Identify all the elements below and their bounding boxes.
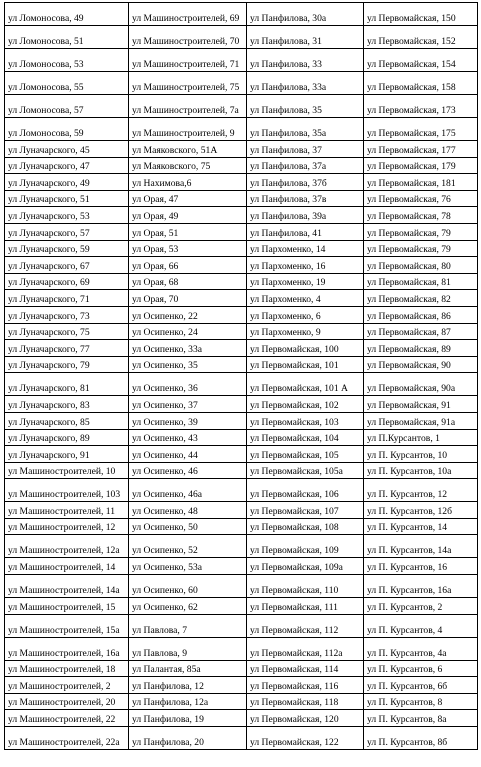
address-cell: ул Палантая, 85а xyxy=(129,660,247,677)
address-cell: ул Маяковского, 51А xyxy=(129,141,247,158)
address-cell: ул Осипенко, 39 xyxy=(129,412,247,429)
table-row xyxy=(5,118,478,141)
address-cell: ул Луначарского, 73 xyxy=(5,306,129,323)
address-cell: ул Панфилова, 35а xyxy=(247,118,364,141)
address-cell: ул Машиностроителей, 11 xyxy=(5,502,129,519)
address-cell: ул Осипенко, 52 xyxy=(129,535,247,558)
address-cell: ул Машиностроителей, 14 xyxy=(5,558,129,575)
address-cell: ул Машиностроителей, 10 xyxy=(5,462,129,479)
address-cell: ул Первомайская, 112 xyxy=(247,614,364,637)
address-cell: ул Машиностроителей, 71 xyxy=(129,49,247,72)
address-cell: ул Ломоносова, 51 xyxy=(5,26,129,49)
address-cell: ул Панфилова, 12а xyxy=(129,693,247,710)
address-cell: ул Орая, 49 xyxy=(129,207,247,224)
address-cell: ул Первомайская, 102 xyxy=(247,396,364,413)
address-cell: ул Пархоменко, 16 xyxy=(247,257,364,274)
address-cell: ул Первомайская, 179 xyxy=(364,157,478,174)
address-cell: ул Осипенко, 46 xyxy=(129,462,247,479)
address-cell: ул Ломоносова, 49 xyxy=(5,3,129,26)
table-row xyxy=(5,502,478,519)
address-cell: ул Первомайская, 150 xyxy=(364,3,478,26)
address-cell: ул П. Курсантов, 10 xyxy=(364,446,478,463)
address-cell: ул Панфилова, 12 xyxy=(129,677,247,694)
address-cell: ул П.Курсантов, 1 xyxy=(364,429,478,446)
address-cell: ул Орая, 47 xyxy=(129,190,247,207)
address-cell: ул Луначарского, 53 xyxy=(5,207,129,224)
table-row xyxy=(5,518,478,535)
address-cell: ул Первомайская, 81 xyxy=(364,273,478,290)
address-cell: ул Машиностроителей, 2 xyxy=(5,677,129,694)
table-row xyxy=(5,207,478,224)
address-cell: ул Первомайская, 111 xyxy=(247,598,364,615)
address-cell: ул Панфилова, 19 xyxy=(129,710,247,727)
table-row xyxy=(5,462,478,479)
table-row xyxy=(5,558,478,575)
address-cell: ул Луначарского, 83 xyxy=(5,396,129,413)
address-cell: ул Луначарского, 51 xyxy=(5,190,129,207)
address-cell: ул Первомайская, 105 xyxy=(247,446,364,463)
table-row xyxy=(5,356,478,373)
address-cell: ул Луначарского, 85 xyxy=(5,412,129,429)
address-cell: ул Панфилова, 31 xyxy=(247,26,364,49)
table-row xyxy=(5,95,478,118)
address-cell: ул Первомайская, 80 xyxy=(364,257,478,274)
address-cell: ул Первомайская, 152 xyxy=(364,26,478,49)
table-row xyxy=(5,614,478,637)
address-cell: ул Осипенко, 53а xyxy=(129,558,247,575)
address-cell: ул Первомайская, 107 xyxy=(247,502,364,519)
address-cell: ул Машиностроителей, 69 xyxy=(129,3,247,26)
address-cell: ул Осипенко, 50 xyxy=(129,518,247,535)
table-row xyxy=(5,637,478,660)
address-cell: ул Луначарского, 59 xyxy=(5,240,129,257)
table-row xyxy=(5,693,478,710)
address-cell: ул П. Курсантов, 14а xyxy=(364,535,478,558)
address-cell: ул Машиностроителей, 20 xyxy=(5,693,129,710)
address-cell: ул Осипенко, 37 xyxy=(129,396,247,413)
address-cell: ул Панфилова, 33а xyxy=(247,72,364,95)
address-cell: ул Первомайская, 91а xyxy=(364,412,478,429)
address-cell: ул Пархоменко, 6 xyxy=(247,306,364,323)
address-cell: ул Первомайская, 78 xyxy=(364,207,478,224)
address-cell: ул Машиностроителей, 15а xyxy=(5,614,129,637)
address-cell: ул Первомайская, 103 xyxy=(247,412,364,429)
address-cell: ул Маяковского, 75 xyxy=(129,157,247,174)
address-cell: ул Первомайская, 110 xyxy=(247,575,364,598)
address-cell: ул Машиностроителей, 7а xyxy=(129,95,247,118)
address-cell: ул Первомайская, 122 xyxy=(247,727,364,750)
table-row xyxy=(5,72,478,95)
address-cell: ул Пархоменко, 4 xyxy=(247,290,364,307)
address-cell: ул Ломоносова, 53 xyxy=(5,49,129,72)
table-row xyxy=(5,141,478,158)
address-cell: ул Луначарского, 91 xyxy=(5,446,129,463)
address-cell: ул Машиностроителей, 75 xyxy=(129,72,247,95)
address-cell: ул Первомайская, 108 xyxy=(247,518,364,535)
table-row xyxy=(5,26,478,49)
address-cell: ул П. Курсантов, 4 xyxy=(364,614,478,637)
address-cell: ул Орая, 53 xyxy=(129,240,247,257)
table-row xyxy=(5,273,478,290)
address-cell: ул Осипенко, 62 xyxy=(129,598,247,615)
address-cell: ул П. Курсантов, 8б xyxy=(364,727,478,750)
address-cell: ул Осипенко, 35 xyxy=(129,356,247,373)
table-row xyxy=(5,49,478,72)
address-cell: ул Павлова, 9 xyxy=(129,637,247,660)
address-cell: ул Луначарского, 75 xyxy=(5,323,129,340)
address-cell: ул П. Курсантов, 12 xyxy=(364,479,478,502)
address-cell: ул Первомайская, 104 xyxy=(247,429,364,446)
address-cell: ул Ломоносова, 57 xyxy=(5,95,129,118)
address-cell: ул П. Курсантов, 2 xyxy=(364,598,478,615)
address-cell: ул Осипенко, 44 xyxy=(129,446,247,463)
address-cell: ул П. Курсантов, 16а xyxy=(364,575,478,598)
table-row xyxy=(5,446,478,463)
address-cell: ул Луначарского, 71 xyxy=(5,290,129,307)
address-cell: ул Осипенко, 22 xyxy=(129,306,247,323)
address-cell: ул Машиностроителей, 103 xyxy=(5,479,129,502)
table-row xyxy=(5,412,478,429)
address-cell: ул Луначарского, 79 xyxy=(5,356,129,373)
address-cell: ул Первомайская, 109а xyxy=(247,558,364,575)
table-row xyxy=(5,240,478,257)
address-cell: ул Осипенко, 46а xyxy=(129,479,247,502)
address-cell: ул Пархоменко, 19 xyxy=(247,273,364,290)
table-row xyxy=(5,677,478,694)
address-cell: ул Луначарского, 77 xyxy=(5,340,129,357)
address-cell: ул Машиностроителей, 16а xyxy=(5,637,129,660)
address-cell: ул Панфилова, 37а xyxy=(247,157,364,174)
address-cell: ул Панфилова, 37в xyxy=(247,190,364,207)
table-row xyxy=(5,660,478,677)
address-cell: ул Первомайская, 100 xyxy=(247,340,364,357)
table-row xyxy=(5,323,478,340)
address-cell: ул Орая, 70 xyxy=(129,290,247,307)
address-cell: ул Первомайская, 76 xyxy=(364,190,478,207)
address-cell: ул Пархоменко, 9 xyxy=(247,323,364,340)
table-row xyxy=(5,223,478,240)
address-cell: ул Ломоносова, 55 xyxy=(5,72,129,95)
address-cell: ул Луначарского, 45 xyxy=(5,141,129,158)
address-cell: ул Первомайская, 90 xyxy=(364,356,478,373)
address-cell: ул Машиностроителей, 15 xyxy=(5,598,129,615)
address-cell: ул Первомайская, 106 xyxy=(247,479,364,502)
address-table-body xyxy=(5,3,478,750)
address-cell: ул Павлова, 7 xyxy=(129,614,247,637)
address-cell: ул Луначарского, 81 xyxy=(5,373,129,396)
address-cell: ул Первомайская, 105а xyxy=(247,462,364,479)
address-cell: ул Осипенко, 43 xyxy=(129,429,247,446)
address-cell: ул Пархоменко, 14 xyxy=(247,240,364,257)
address-cell: ул Машиностроителей, 12 xyxy=(5,518,129,535)
address-cell: ул Панфилова, 33 xyxy=(247,49,364,72)
address-cell: ул П. Курсантов, 6б xyxy=(364,677,478,694)
address-cell: ул Первомайская, 116 xyxy=(247,677,364,694)
table-row xyxy=(5,290,478,307)
address-cell: ул Осипенко, 36 xyxy=(129,373,247,396)
address-cell: ул Панфилова, 39а xyxy=(247,207,364,224)
address-cell: ул Машиностроителей, 9 xyxy=(129,118,247,141)
address-cell: ул Машиностроителей, 18 xyxy=(5,660,129,677)
table-row xyxy=(5,429,478,446)
address-cell: ул Машиностроителей, 22 xyxy=(5,710,129,727)
address-cell: ул Первомайская, 181 xyxy=(364,174,478,191)
table-row xyxy=(5,257,478,274)
table-row xyxy=(5,340,478,357)
address-cell: ул Первомайская, 86 xyxy=(364,306,478,323)
table-row xyxy=(5,190,478,207)
address-cell: ул П. Курсантов, 8 xyxy=(364,693,478,710)
address-cell: ул П. Курсантов, 12б xyxy=(364,502,478,519)
table-row xyxy=(5,157,478,174)
address-cell: ул Первомайская, 79 xyxy=(364,223,478,240)
address-cell: ул Первомайская, 79 xyxy=(364,240,478,257)
address-cell: ул П. Курсантов, 14 xyxy=(364,518,478,535)
address-cell: ул Машиностроителей, 12а xyxy=(5,535,129,558)
address-cell: ул Панфилова, 37 xyxy=(247,141,364,158)
table-row xyxy=(5,396,478,413)
address-cell: ул Панфилова, 35 xyxy=(247,95,364,118)
address-cell: ул Первомайская, 109 xyxy=(247,535,364,558)
address-cell: ул Панфилова, 30а xyxy=(247,3,364,26)
address-cell: ул Первомайская, 101 А xyxy=(247,373,364,396)
address-cell: ул Первомайская, 101 xyxy=(247,356,364,373)
address-cell: ул Луначарского, 47 xyxy=(5,157,129,174)
address-cell: ул Первомайская, 154 xyxy=(364,49,478,72)
table-row xyxy=(5,306,478,323)
address-cell: ул Первомайская, 177 xyxy=(364,141,478,158)
table-row xyxy=(5,479,478,502)
address-cell: ул Панфилова, 41 xyxy=(247,223,364,240)
address-cell: ул Луначарского, 69 xyxy=(5,273,129,290)
address-table xyxy=(4,2,478,750)
table-row xyxy=(5,373,478,396)
address-cell: ул Первомайская, 112а xyxy=(247,637,364,660)
address-cell: ул Машиностроителей, 22а xyxy=(5,727,129,750)
address-cell: ул Панфилова, 37б xyxy=(247,174,364,191)
table-row xyxy=(5,535,478,558)
address-cell: ул Первомайская, 89 xyxy=(364,340,478,357)
address-cell: ул Орая, 66 xyxy=(129,257,247,274)
address-cell: ул Луначарского, 67 xyxy=(5,257,129,274)
address-cell: ул Нахимова,6 xyxy=(129,174,247,191)
address-cell: ул Первомайская, 158 xyxy=(364,72,478,95)
address-cell: ул П. Курсантов, 6 xyxy=(364,660,478,677)
address-cell: ул Панфилова, 20 xyxy=(129,727,247,750)
address-cell: ул Машиностроителей, 70 xyxy=(129,26,247,49)
address-cell: ул П. Курсантов, 10а xyxy=(364,462,478,479)
table-row xyxy=(5,575,478,598)
table-row xyxy=(5,710,478,727)
address-cell: ул Первомайская, 173 xyxy=(364,95,478,118)
address-cell: ул Первомайская, 82 xyxy=(364,290,478,307)
address-cell: ул Осипенко, 60 xyxy=(129,575,247,598)
address-cell: ул Первомайская, 87 xyxy=(364,323,478,340)
address-cell: ул Первомайская, 91 xyxy=(364,396,478,413)
address-cell: ул Первомайская, 118 xyxy=(247,693,364,710)
address-cell: ул Ломоносова, 59 xyxy=(5,118,129,141)
address-cell: ул П. Курсантов, 4а xyxy=(364,637,478,660)
table-row xyxy=(5,598,478,615)
address-cell: ул П. Курсантов, 8а xyxy=(364,710,478,727)
address-cell: ул Луначарского, 49 xyxy=(5,174,129,191)
table-row xyxy=(5,3,478,26)
address-cell: ул Машиностроителей, 14а xyxy=(5,575,129,598)
address-cell: ул П. Курсантов, 16 xyxy=(364,558,478,575)
address-cell: ул Орая, 68 xyxy=(129,273,247,290)
address-cell: ул Первомайская, 90а xyxy=(364,373,478,396)
address-cell: ул Орая, 51 xyxy=(129,223,247,240)
address-cell: ул Первомайская, 114 xyxy=(247,660,364,677)
address-cell: ул Осипенко, 24 xyxy=(129,323,247,340)
address-cell: ул Осипенко, 48 xyxy=(129,502,247,519)
address-cell: ул Луначарского, 89 xyxy=(5,429,129,446)
table-row xyxy=(5,727,478,750)
address-cell: ул Первомайская, 175 xyxy=(364,118,478,141)
address-cell: ул Луначарского, 57 xyxy=(5,223,129,240)
address-cell: ул Осипенко, 33а xyxy=(129,340,247,357)
table-row xyxy=(5,174,478,191)
address-cell: ул Первомайская, 120 xyxy=(247,710,364,727)
